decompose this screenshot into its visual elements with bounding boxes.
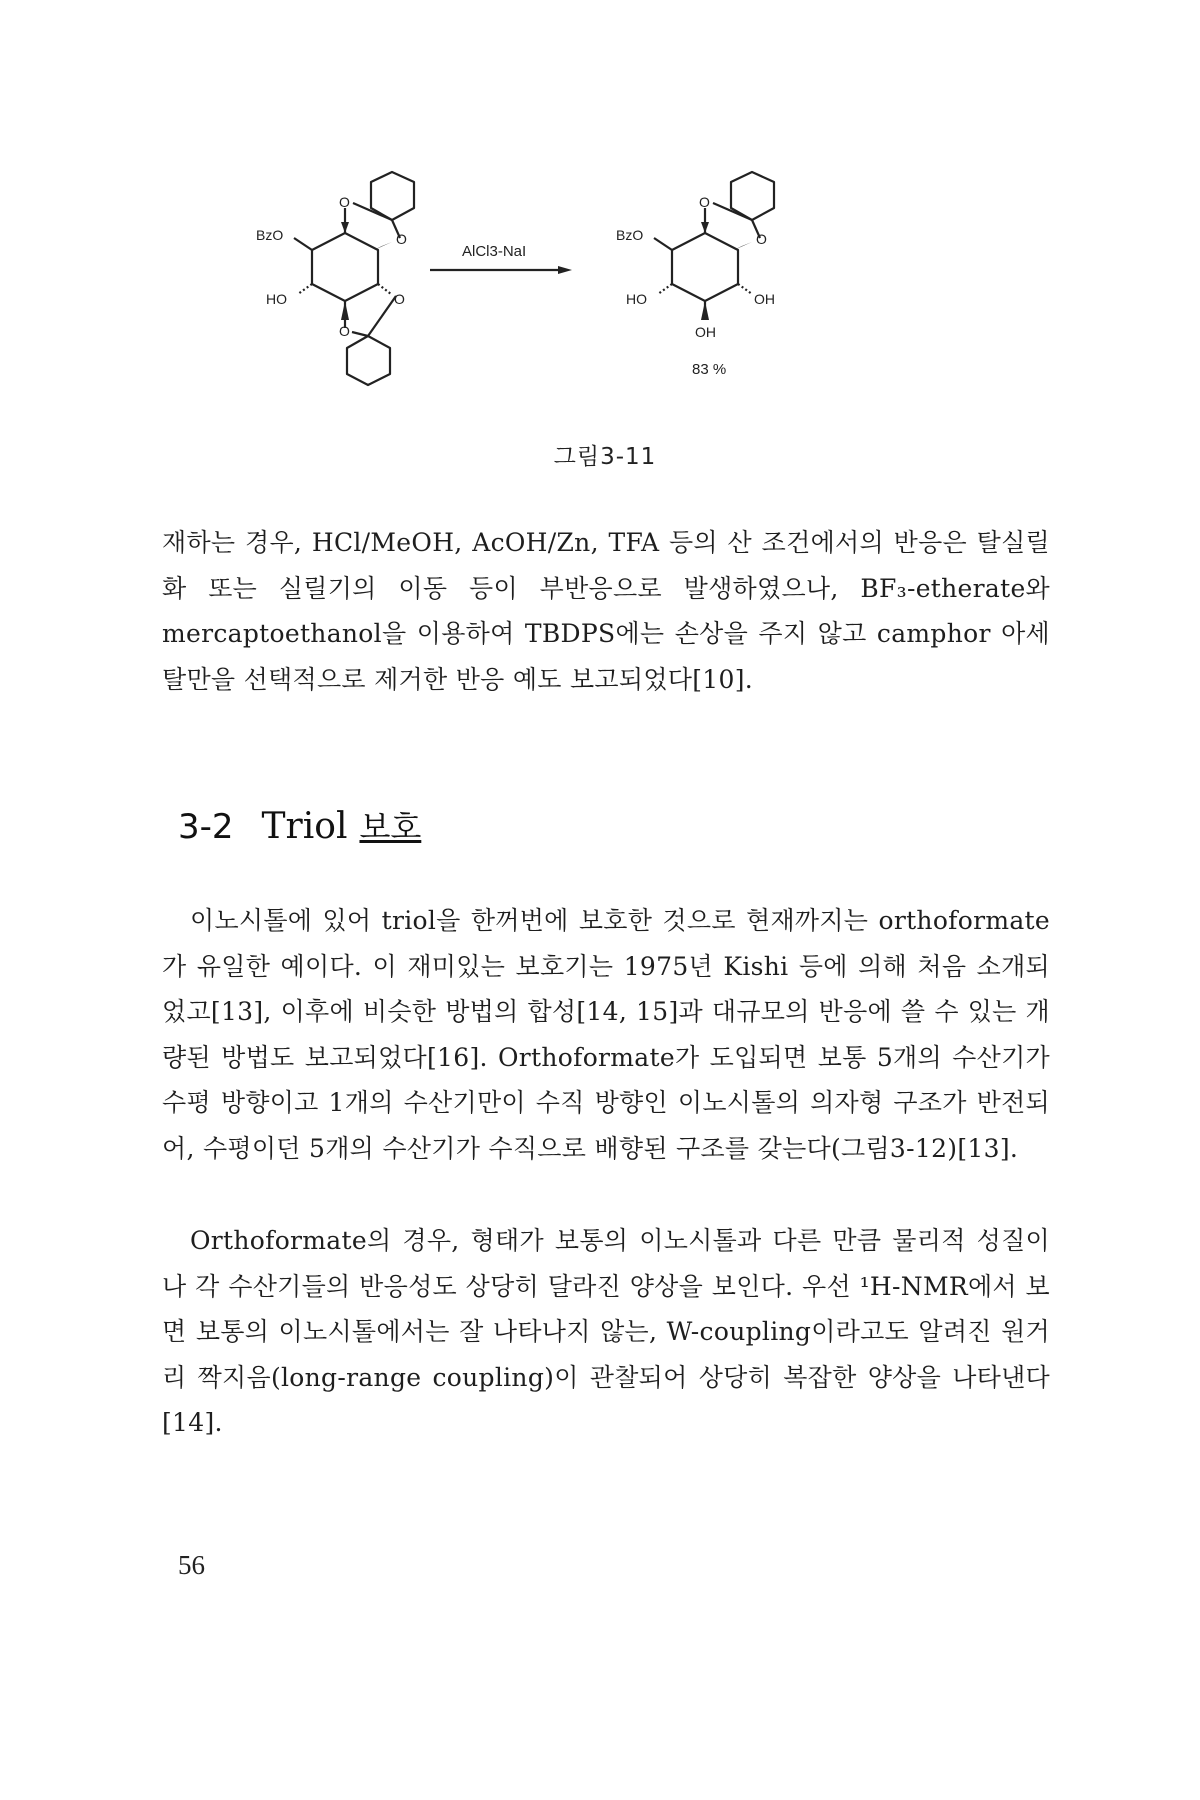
reactant-bottom-cyclohexane: [347, 336, 390, 385]
paragraph-1: 재하는 경우, HCl/MeOH, AcOH/Zn, TFA 등의 산 조건에서의 반응은 탈실릴화 또는 실릴기의 이동 등이 부반응으로 발생하였으나, BF₃-etherate와 mercaptoethanol을 이용하여 TBDPS에는 손상을 주지 않고 camphor 아세탈만을 선택적으로 제거한 반응 예도 보고되었다[10].: [162, 528, 1050, 694]
paragraph-3: Orthoformate의 경우, 형태가 보통의 이노시톨과 다른 만큼 물리적 성질이나 각 수산기들의 반응성도 상당히 달라진 양상을 보인다. 우선 ¹H-NMR에서 보면 보통의 이노시톨에서는 잘 나타나지 않는, W-coupling이라고도 알려진 원거리 짝지음(long-range coupling)이 관찰되어 상당히 복잡한 양상을 나타낸다[14].: [162, 1226, 1050, 1438]
reactant-o-right: O: [396, 231, 407, 247]
reactant-o-right-lower: O: [394, 291, 405, 307]
product-ring: [672, 233, 738, 301]
section-title-en: Triol: [261, 806, 348, 847]
product-o-right: O: [756, 231, 767, 247]
reactant-o-bottom: O: [339, 323, 350, 339]
product-oh-bottom: OH: [695, 324, 716, 340]
reactant-bzo-label: BzO: [256, 227, 284, 243]
section-number: 3-2: [178, 807, 234, 847]
reaction-scheme-svg: [240, 170, 920, 480]
section-title-ko: 보호: [359, 808, 422, 846]
product-ho-label: HO: [626, 291, 647, 307]
product-bzo-label: BzO: [616, 227, 644, 243]
paragraph-2: 이노시톨에 있어 triol을 한꺼번에 보호한 것으로 현재까지는 orthoformate가 유일한 예이다. 이 재미있는 보호기는 1975년 Kishi 등에 의해 처음 소개되었고[13], 이후에 비슷한 방법의 합성[14, 15]과 대규모의 반응에 쓸 수 있는 개량된 방법도 보고되었다[16]. Orthoformate가 도입되면 보통 5개의 수산기가 수평 방향이고 1개의 수산기만이 수직 방향인 이노시톨의 의자형 구조가 반전되어, 수평이던 5개의 수산기가 수직으로 배향된 구조를 갖는다(그림3-12)[13].: [162, 906, 1050, 1163]
figure-caption: 그림3-11: [553, 444, 657, 470]
reactant-ring: [312, 233, 378, 301]
reactant-ho-label: HO: [266, 291, 287, 307]
page-number: 56: [178, 1550, 205, 1580]
reagent-label: AlCl3-NaI: [462, 243, 527, 260]
product-oh-right: OH: [754, 291, 775, 307]
section-heading: [178, 802, 421, 848]
reaction-scheme: [240, 170, 920, 480]
reactant-o-top: O: [339, 194, 350, 210]
yield-label: 83 %: [692, 361, 727, 378]
product-o-top: O: [699, 194, 710, 210]
